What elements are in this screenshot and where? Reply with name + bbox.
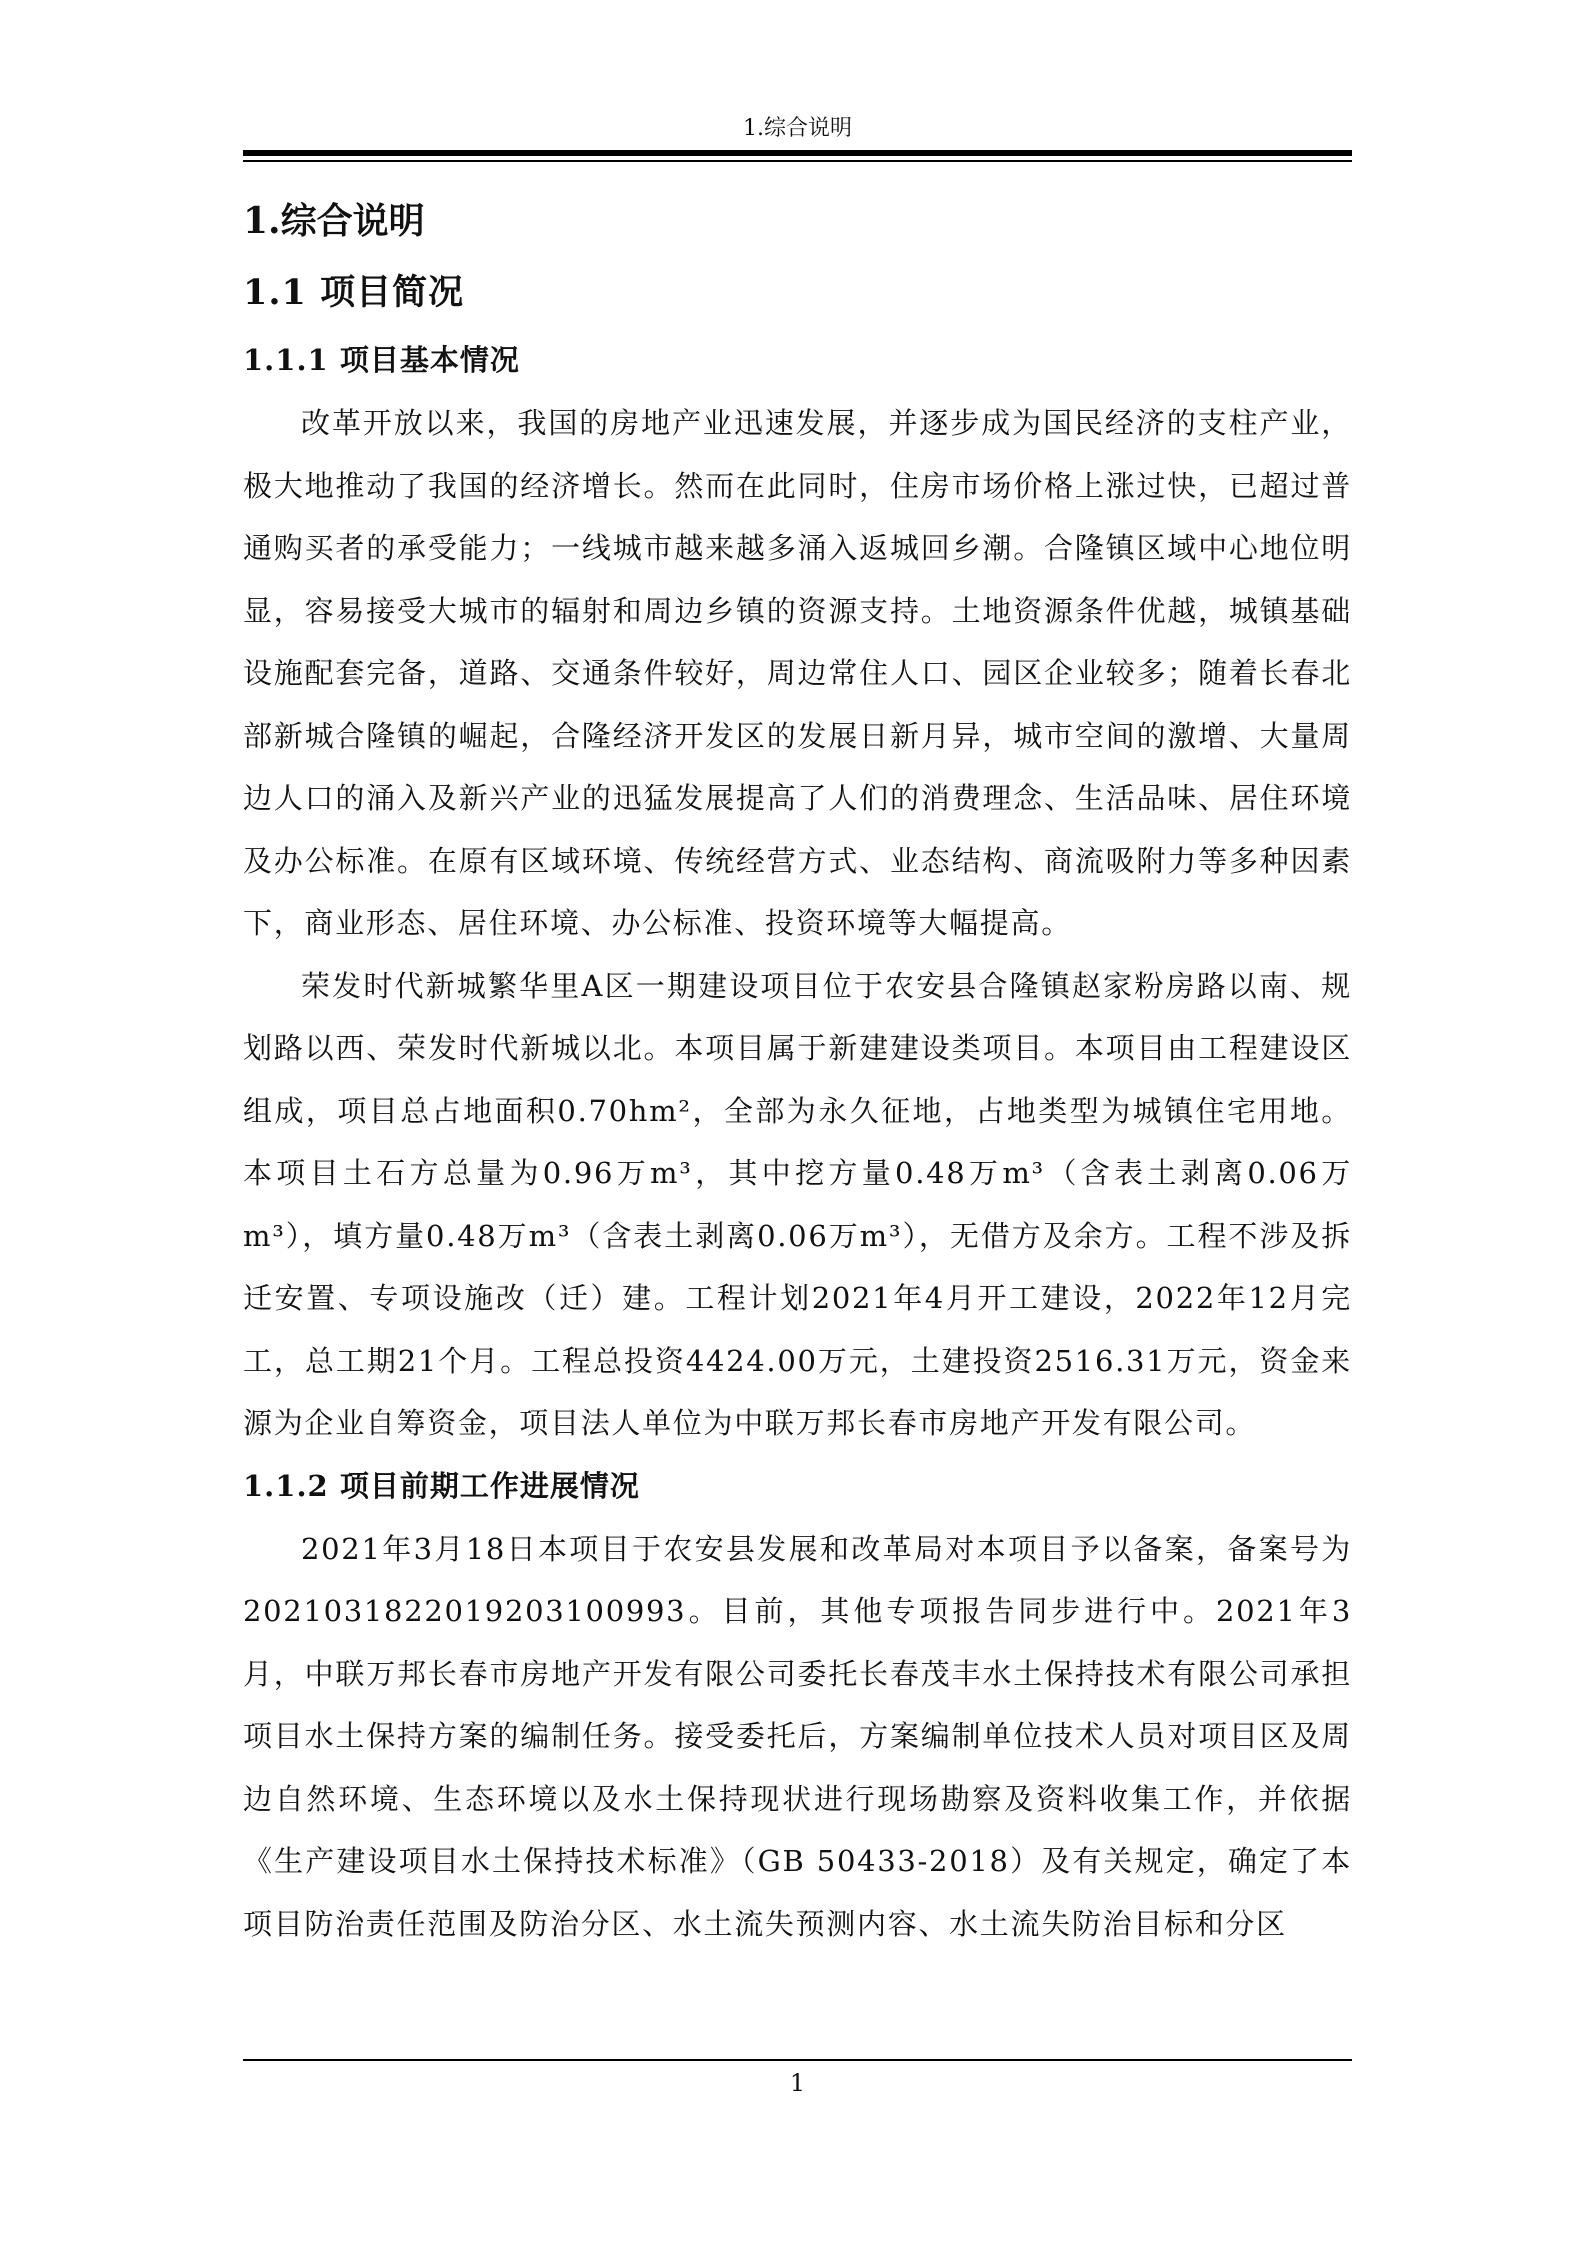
header-rule-thick bbox=[243, 150, 1352, 156]
subsection-title-progress: 1.1.2 项目前期工作进展情况 bbox=[243, 1468, 640, 1503]
page-content bbox=[243, 185, 1352, 1955]
paragraph-project-overview: 荣发时代新城繁华里A区一期建设项目位于农安县合隆镇赵家粉房路以南、规划路以西、荣发时代新城以北。本项目属于新建建设类项目。本项目由工程建设区组成，项目总占地面积0.70hm²，全部为永久征地，占地类型为城镇住宅用地。本项目土石方总量为0.96万m³，其中挖方量0.48万m³（含表土剥离0.06万m³），填方量0.48万m³（含表土剥离0.06万m³），无借方及余方。工程不涉及拆迁安置、专项设施改（迁）建。工程计划2021年4月开工建设，2022年12月完工，总工期21个月。工程总投资4424.00万元，土建投资2516.31万元，资金来源为企业自筹资金，项目法人单位为中联万邦长春市房地产开发有限公司。 bbox=[243, 968, 1352, 1440]
chapter-title: 1.综合说明 bbox=[243, 200, 425, 242]
paragraph-background: 改革开放以来，我国的房地产业迅速发展，并逐步成为国民经济的支柱产业，极大地推动了我国的经济增长。然而在此同时，住房市场价格上涨过快，已超过普通购买者的承受能力；一线城市越来越多涌入返城回乡潮。合隆镇区域中心地位明显，容易接受大城市的辐射和周边乡镇的资源支持。土地资源条件优越，城镇基础设施配套完备，道路、交通条件较好，周边常住人口、园区企业较多；随着长春北部新城合隆镇的崛起，合隆经济开发区的发展日新月异，城市空间的激增、大量周边人口的涌入及新兴产业的迅猛发展提高了人们的消费理念、生活品味、居住环境及办公标准。在原有区域环境、传统经营方式、业态结构、商流吸附力等多种因素下，商业形态、居住环境、办公标准、投资环境等大幅提高。 bbox=[243, 406, 1352, 940]
footer-rule bbox=[243, 2059, 1352, 2061]
header-rule-thin bbox=[243, 160, 1352, 162]
page-number: 1 bbox=[789, 2069, 806, 2097]
running-header: 1.综合说明 bbox=[743, 116, 852, 141]
paragraph-progress: 2021年3月18日本项目于农安县发展和改革局对本项目予以备案，备案号为2021031822019203100993。目前，其他专项报告同步进行中。2021年3月，中联万邦长春市房地产开发有限公司委托长春茂丰水土保持技术有限公司承担项目水土保持方案的编制任务。接受委托后，方案编制单位技术人员对项目区及周边自然环境、生态环境以及水土保持现状进行现场勘察及资料收集工作，并依据《生产建设项目水土保持技术标准》（GB 50433-2018）及有关规定，确定了本项目防治责任范围及防治分区、水土流失预测内容、水土流失防治目标和分区 bbox=[243, 1531, 1352, 1941]
subsection-title-basic-info: 1.1.1 项目基本情况 bbox=[243, 343, 520, 377]
section-title: 1.1 项目简况 bbox=[243, 272, 465, 313]
